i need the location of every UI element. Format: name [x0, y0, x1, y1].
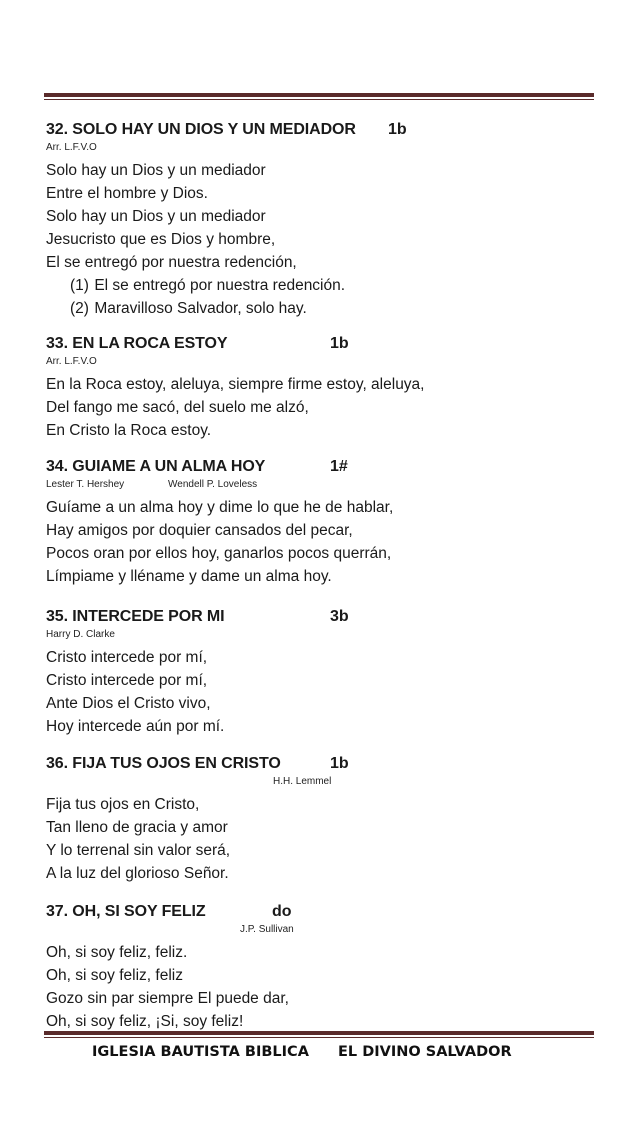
- song-title: 34. GUIAME A UN ALMA HOY: [46, 458, 266, 475]
- song-34: [46, 458, 606, 588]
- song-key: do: [272, 903, 292, 920]
- lyric-line: Solo hay un Dios y un mediador: [46, 162, 266, 179]
- song-32: [46, 121, 606, 320]
- lyric-number: (1): [70, 277, 89, 294]
- lyric-number: (2): [70, 300, 89, 317]
- lyric-line: En la Roca estoy, aleluya, siempre firme estoy, aleluya,: [46, 376, 425, 393]
- lyric-line: Solo hay un Dios y un mediador: [46, 208, 266, 225]
- lyric-line: Gozo sin par siempre El puede dar,: [46, 990, 289, 1007]
- song-key: 1#: [330, 458, 348, 475]
- lyric-line: Y lo terrenal sin valor será,: [46, 842, 231, 859]
- lyric-line: Cristo intercede por mí,: [46, 672, 208, 689]
- footer-church-name: EL DIVINO SALVADOR: [338, 1044, 512, 1060]
- song-title: 33. EN LA ROCA ESTOY: [46, 335, 228, 352]
- song-key: 3b: [330, 608, 349, 625]
- lyric-line: Oh, si soy feliz, feliz.: [46, 944, 188, 961]
- song-credit: Arr. L.F.V.O: [46, 142, 97, 153]
- song-credit: Wendell P. Loveless: [168, 479, 258, 490]
- song-title: 32. SOLO HAY UN DIOS Y UN MEDIADOR: [46, 121, 356, 138]
- song-lyrics: [46, 646, 606, 738]
- song-lyrics: [46, 496, 606, 588]
- numbered-lyric-line: [46, 274, 606, 297]
- song-lyrics: [46, 793, 606, 885]
- page-footer: [0, 1044, 638, 1064]
- lyric-line: Fija tus ojos en Cristo,: [46, 796, 200, 813]
- lyric-line: Límpiame y lléname y dame un alma hoy.: [46, 568, 332, 585]
- song-title: 35. INTERCEDE POR MI: [46, 608, 225, 625]
- lyric-line: Tan lleno de gracia y amor: [46, 819, 228, 836]
- song-35: [46, 608, 606, 738]
- lyric-line: Oh, si soy feliz, ¡Si, soy feliz!: [46, 1013, 244, 1030]
- song-key: 1b: [388, 121, 407, 138]
- lyric-text: El se entregó por nuestra redención.: [94, 277, 346, 294]
- numbered-lyric-line: [46, 297, 606, 320]
- lyric-line: Del fango me sacó, del suelo me alzó,: [46, 399, 309, 416]
- song-credit: Lester T. Hershey: [46, 479, 125, 490]
- song-lyrics: [46, 941, 606, 1033]
- song-title: 37. OH, SI SOY FELIZ: [46, 903, 206, 920]
- lyric-line: Ante Dios el Cristo vivo,: [46, 695, 211, 712]
- footer-church: IGLESIA BAUTISTA BIBLICA: [92, 1044, 309, 1060]
- lyric-line: Entre el hombre y Dios.: [46, 185, 208, 202]
- lyric-line: Hoy intercede aún por mí.: [46, 718, 225, 735]
- song-credit: H.H. Lemmel: [273, 776, 332, 787]
- lyric-line: En Cristo la Roca estoy.: [46, 422, 212, 439]
- lyric-line: Jesucristo que es Dios y hombre,: [46, 231, 276, 248]
- song-lyrics: [46, 159, 606, 320]
- song-33: [46, 335, 606, 442]
- lyric-line: Oh, si soy feliz, feliz: [46, 967, 183, 984]
- lyric-line: Cristo intercede por mí,: [46, 649, 208, 666]
- lyric-line: A la luz del glorioso Señor.: [46, 865, 229, 882]
- header-rule: [44, 93, 594, 100]
- lyric-line: El se entregó por nuestra redención,: [46, 254, 297, 271]
- song-credit: J.P. Sullivan: [240, 924, 294, 935]
- song-key: 1b: [330, 335, 349, 352]
- footer-rule: [44, 1031, 594, 1038]
- song-37: [46, 903, 606, 1033]
- lyric-line: Guíame a un alma hoy y dime lo que he de hablar,: [46, 499, 394, 516]
- lyric-line: Hay amigos por doquier cansados del pecar,: [46, 522, 353, 539]
- song-credit: Arr. L.F.V.O: [46, 356, 97, 367]
- lyric-line: Pocos oran por ellos hoy, ganarlos pocos querrán,: [46, 545, 392, 562]
- lyric-text: Maravilloso Salvador, solo hay.: [94, 300, 307, 317]
- song-key: 1b: [330, 755, 349, 772]
- song-credit: Harry D. Clarke: [46, 629, 115, 640]
- song-lyrics: [46, 373, 606, 442]
- song-title: 36. FIJA TUS OJOS EN CRISTO: [46, 755, 281, 772]
- song-36: [46, 755, 606, 885]
